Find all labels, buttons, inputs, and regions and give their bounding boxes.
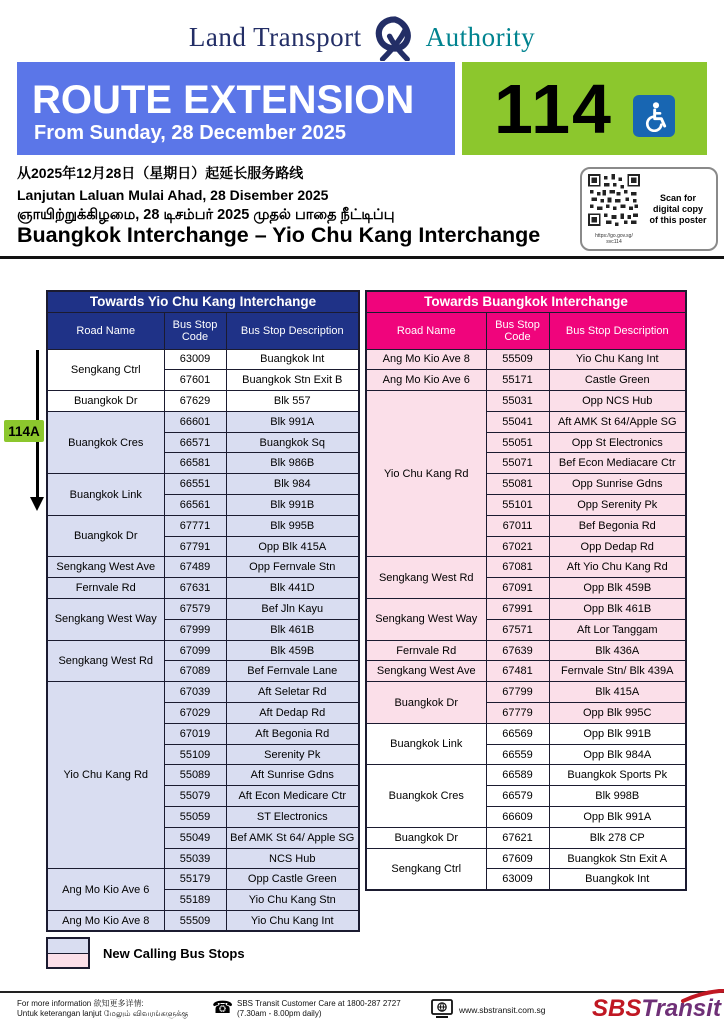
bus-stop-description-cell: Blk 998B: [549, 786, 686, 807]
qr-panel: [580, 167, 718, 251]
bus-stop-code-cell: 55509: [486, 349, 549, 370]
bus-stop-description-cell: Bef Fernvale Lane: [226, 661, 359, 682]
road-name-cell: Sengkang West Rd: [366, 557, 486, 599]
service-number-box: [462, 62, 707, 155]
bus-stop-description-cell: Bef Jln Kayu: [226, 599, 359, 620]
qr-url: https://go.gov.sg/ svc114: [595, 232, 633, 245]
bus-stop-description-cell: Blk 459B: [226, 640, 359, 661]
table-column-header-row: [47, 312, 359, 349]
table-row: [47, 869, 359, 890]
bus-stop-description-cell: Castle Green: [549, 370, 686, 391]
column-header: Road Name: [366, 312, 486, 349]
road-name-cell: Sengkang Ctrl: [366, 848, 486, 890]
bus-stop-code-cell: 66551: [164, 474, 226, 495]
road-name-cell: Fernvale Rd: [366, 640, 486, 661]
table-row: [366, 848, 686, 869]
lta-logo-text-land-transport: Land Transport: [188, 21, 362, 52]
phone-icon: ☎: [212, 998, 234, 1017]
bus-stop-description-cell: Blk 986B: [226, 453, 359, 474]
website-icon: [430, 999, 454, 1024]
column-header: Bus Stop Code: [164, 312, 226, 349]
bus-stop-code-cell: 67011: [486, 515, 549, 536]
bus-stop-description-cell: Blk 461B: [226, 619, 359, 640]
wheelchair-accessible-icon: [633, 95, 675, 137]
bus-stop-description-cell: Bef AMK St 64/ Apple SG: [226, 827, 359, 848]
table-row: [47, 599, 359, 620]
bus-stop-description-cell: Opp Blk 991B: [549, 723, 686, 744]
translations-block: [17, 163, 395, 229]
bus-stop-code-cell: 67771: [164, 515, 226, 536]
footer-customer-care: SBS Transit Customer Care at 1800-287 2727 (7.30am - 8.00pm daily): [237, 999, 401, 1018]
road-name-cell: Buangkok Dr: [47, 515, 164, 557]
bus-stop-code-cell: 55179: [164, 869, 226, 890]
bus-stop-description-cell: Yio Chu Kang Int: [549, 349, 686, 370]
road-name-cell: Ang Mo Kio Ave 6: [366, 370, 486, 391]
table-title-row: [47, 291, 359, 312]
bus-stop-description-cell: Bef Econ Mediacare Ctr: [549, 453, 686, 474]
table-row: [47, 411, 359, 432]
table-row: [366, 391, 686, 412]
road-name-cell: Sengkang West Rd: [47, 640, 164, 682]
bus-stop-description-cell: Opp Dedap Rd: [549, 536, 686, 557]
bus-stop-description-cell: Opp Fernvale Stn: [226, 557, 359, 578]
bus-stop-description-cell: Buangkok Stn Exit B: [226, 370, 359, 391]
bus-stop-description-cell: Blk 995B: [226, 515, 359, 536]
bus-stop-description-cell: Aft Seletar Rd: [226, 682, 359, 703]
road-name-cell: Yio Chu Kang Rd: [47, 682, 164, 869]
column-header: Bus Stop Description: [226, 312, 359, 349]
lta-logo: [0, 12, 724, 62]
bus-stop-code-cell: 67999: [164, 619, 226, 640]
bus-stop-code-cell: 66569: [486, 723, 549, 744]
bus-stop-code-cell: 67029: [164, 703, 226, 724]
bus-stop-code-cell: 66571: [164, 432, 226, 453]
table-row: [47, 474, 359, 495]
road-name-cell: Ang Mo Kio Ave 6: [47, 869, 164, 911]
road-name-cell: Sengkang West Ave: [366, 661, 486, 682]
bus-stop-code-cell: 67099: [164, 640, 226, 661]
bus-stop-description-cell: Opp NCS Hub: [549, 391, 686, 412]
road-name-cell: Buangkok Cres: [47, 411, 164, 473]
table-title-row: [366, 291, 686, 312]
bus-stop-code-cell: 66561: [164, 495, 226, 516]
bus-stop-description-cell: Opp Blk 415A: [226, 536, 359, 557]
road-name-cell: Ang Mo Kio Ave 8: [47, 911, 164, 932]
road-name-cell: Sengkang West Way: [366, 599, 486, 641]
column-header: Bus Stop Description: [549, 312, 686, 349]
table-row: [47, 349, 359, 370]
translation-chinese: 从2025年12月28日（星期日）起延长服务路线: [17, 165, 304, 181]
bus-stop-description-cell: Blk 991B: [226, 495, 359, 516]
bus-stop-code-cell: 66601: [164, 411, 226, 432]
table-row: [47, 557, 359, 578]
service-number: 114: [494, 69, 613, 148]
route-114a-arrow-head: [30, 497, 44, 511]
bus-stop-description-cell: NCS Hub: [226, 848, 359, 869]
bus-stop-description-cell: Opp Blk 991A: [549, 807, 686, 828]
bus-stop-code-cell: 55051: [486, 432, 549, 453]
bus-stop-description-cell: Aft Dedap Rd: [226, 703, 359, 724]
bus-stop-code-cell: 55109: [164, 744, 226, 765]
table-title: Towards Yio Chu Kang Interchange: [47, 291, 359, 312]
road-name-cell: Sengkang West Way: [47, 599, 164, 641]
bus-stop-code-cell: 67629: [164, 391, 226, 412]
bus-stop-code-cell: 67779: [486, 703, 549, 724]
bus-stop-description-cell: Opp Blk 995C: [549, 703, 686, 724]
bus-stop-code-cell: 55039: [164, 848, 226, 869]
bus-stop-code-cell: 67481: [486, 661, 549, 682]
bus-stop-description-cell: Aft AMK St 64/Apple SG: [549, 411, 686, 432]
bus-stop-code-cell: 55059: [164, 807, 226, 828]
bus-stop-code-cell: 67631: [164, 578, 226, 599]
road-name-cell: Sengkang West Ave: [47, 557, 164, 578]
road-name-cell: Buangkok Cres: [366, 765, 486, 827]
bus-stop-description-cell: Opp Blk 461B: [549, 599, 686, 620]
column-header: Bus Stop Code: [486, 312, 549, 349]
road-name-cell: Yio Chu Kang Rd: [366, 391, 486, 557]
bus-stop-description-cell: Blk 415A: [549, 682, 686, 703]
footer-website: www.sbstransit.com.sg: [459, 1005, 546, 1015]
legend: [46, 937, 245, 969]
bus-stop-code-cell: 67571: [486, 619, 549, 640]
bus-stop-code-cell: 55049: [164, 827, 226, 848]
bus-stop-code-cell: 67089: [164, 661, 226, 682]
bus-stop-description-cell: Buangkok Int: [549, 869, 686, 890]
road-name-cell: Buangkok Dr: [366, 682, 486, 724]
road-name-cell: Buangkok Dr: [47, 391, 164, 412]
table-row: [47, 391, 359, 412]
table-towards-buangkok: [365, 290, 687, 891]
bus-stop-description-cell: Blk 984: [226, 474, 359, 495]
bus-stop-description-cell: Blk 441D: [226, 578, 359, 599]
table-column-header-row: [366, 312, 686, 349]
bus-stop-description-cell: Yio Chu Kang Int: [226, 911, 359, 932]
legend-label: New Calling Bus Stops: [103, 945, 245, 961]
bus-stop-code-cell: 67601: [164, 370, 226, 391]
road-name-cell: Buangkok Dr: [366, 827, 486, 848]
bus-stop-code-cell: 67081: [486, 557, 549, 578]
route-title: Buangkok Interchange – Yio Chu Kang Interchange: [17, 223, 541, 247]
bus-stop-description-cell: Opp Blk 459B: [549, 578, 686, 599]
bus-stop-description-cell: Aft Yio Chu Kang Rd: [549, 557, 686, 578]
bus-stop-description-cell: Yio Chu Kang Stn: [226, 890, 359, 911]
bus-stop-code-cell: 67791: [164, 536, 226, 557]
table-row: [366, 349, 686, 370]
bus-stop-description-cell: Blk 436A: [549, 640, 686, 661]
bus-stop-description-cell: Buangkok Sports Pk: [549, 765, 686, 786]
bus-stop-description-cell: Aft Lor Tanggam: [549, 619, 686, 640]
bus-stop-description-cell: Opp Castle Green: [226, 869, 359, 890]
table-row: [47, 515, 359, 536]
bus-stop-code-cell: 67039: [164, 682, 226, 703]
column-header: Road Name: [47, 312, 164, 349]
table-row: [366, 599, 686, 620]
table-row: [366, 723, 686, 744]
bus-stop-description-cell: Serenity Pk: [226, 744, 359, 765]
road-name-cell: Buangkok Link: [366, 723, 486, 765]
footer-rule: [0, 991, 724, 993]
bus-stop-description-cell: Aft Sunrise Gdns: [226, 765, 359, 786]
banner-effective-date: From Sunday, 28 December 2025: [34, 122, 346, 144]
route-extension-banner: [17, 62, 455, 155]
route-114a-badge: 114A: [4, 420, 44, 442]
bus-stop-code-cell: 67639: [486, 640, 549, 661]
lta-ribbon-icon: [368, 15, 420, 66]
table-row: [47, 578, 359, 599]
bus-stop-description-cell: Aft Begonia Rd: [226, 723, 359, 744]
legend-swatch: [46, 937, 90, 969]
table-row: [366, 370, 686, 391]
bus-stop-code-cell: 55081: [486, 474, 549, 495]
bus-stop-code-cell: 67609: [486, 848, 549, 869]
bus-stop-code-cell: 66581: [164, 453, 226, 474]
table-row: [366, 765, 686, 786]
bus-stop-description-cell: Opp St Electronics: [549, 432, 686, 453]
bus-stop-code-cell: 63009: [486, 869, 549, 890]
bus-stop-description-cell: Blk 278 CP: [549, 827, 686, 848]
bus-stop-description-cell: Opp Serenity Pk: [549, 495, 686, 516]
bus-stop-description-cell: Buangkok Int: [226, 349, 359, 370]
road-name-cell: Fernvale Rd: [47, 578, 164, 599]
bus-stop-code-cell: 55171: [486, 370, 549, 391]
bus-stop-code-cell: 55031: [486, 391, 549, 412]
bus-stop-code-cell: 66589: [486, 765, 549, 786]
qr-code: [588, 174, 640, 231]
lta-logo-text-authority: Authority: [425, 21, 536, 52]
bus-stop-code-cell: 67579: [164, 599, 226, 620]
sbs-transit-logo: SBS Transit: [592, 995, 721, 1023]
divider-rule: [0, 256, 724, 259]
footer-info-text: For more information 欲知更多详情: Untuk keterangan lanjut மேலும் விவரங்களுக்கு: [17, 999, 189, 1018]
table-row: [366, 661, 686, 682]
bus-stop-code-cell: 66579: [486, 786, 549, 807]
bus-stop-code-cell: 67799: [486, 682, 549, 703]
road-name-cell: Buangkok Link: [47, 474, 164, 516]
translation-tamil: ஞாயிற்றுக்கிழமை, 28 டிசம்பர் 2025 முதல் பாதை நீட்டிப்பு: [17, 207, 395, 223]
banner-title: ROUTE EXTENSION: [32, 78, 415, 122]
bus-stop-description-cell: Opp Sunrise Gdns: [549, 474, 686, 495]
bus-stop-code-cell: 67019: [164, 723, 226, 744]
bus-stop-code-cell: 66609: [486, 807, 549, 828]
table-row: [47, 911, 359, 932]
bus-stop-code-cell: 67621: [486, 827, 549, 848]
translation-malay: Lanjutan Laluan Mulai Ahad, 28 Disember 2025: [17, 187, 329, 203]
bus-stop-description-cell: ST Electronics: [226, 807, 359, 828]
bus-stop-code-cell: 67489: [164, 557, 226, 578]
road-name-cell: Sengkang Ctrl: [47, 349, 164, 391]
bus-stop-code-cell: 63009: [164, 349, 226, 370]
bus-stop-code-cell: 55189: [164, 890, 226, 911]
road-name-cell: Ang Mo Kio Ave 8: [366, 349, 486, 370]
bus-stop-code-cell: 55101: [486, 495, 549, 516]
bus-stop-code-cell: 67091: [486, 578, 549, 599]
table-row: [47, 682, 359, 703]
bus-stop-code-cell: 67991: [486, 599, 549, 620]
table-row: [47, 640, 359, 661]
table-row: [366, 640, 686, 661]
bus-stop-code-cell: 55079: [164, 786, 226, 807]
qr-scan-label: Scan for digital copy of this poster: [649, 192, 707, 225]
table-row: [366, 682, 686, 703]
table-row: [366, 557, 686, 578]
bus-stop-description-cell: Buangkok Sq: [226, 432, 359, 453]
bus-stop-code-cell: 67021: [486, 536, 549, 557]
bus-stop-description-cell: Buangkok Stn Exit A: [549, 848, 686, 869]
bus-stop-description-cell: Bef Begonia Rd: [549, 515, 686, 536]
bus-stop-description-cell: Aft Econ Medicare Ctr: [226, 786, 359, 807]
bus-stop-code-cell: 55089: [164, 765, 226, 786]
bus-stop-code-cell: 66559: [486, 744, 549, 765]
table-towards-yio-chu-kang: [46, 290, 360, 932]
bus-stop-description-cell: Opp Blk 984A: [549, 744, 686, 765]
bus-stop-code-cell: 55041: [486, 411, 549, 432]
bus-stop-code-cell: 55509: [164, 911, 226, 932]
bus-stop-description-cell: Blk 991A: [226, 411, 359, 432]
bus-stop-code-cell: 55071: [486, 453, 549, 474]
bus-stop-description-cell: Blk 557: [226, 391, 359, 412]
table-row: [366, 827, 686, 848]
table-title: Towards Buangkok Interchange: [366, 291, 686, 312]
bus-stop-description-cell: Fernvale Stn/ Blk 439A: [549, 661, 686, 682]
